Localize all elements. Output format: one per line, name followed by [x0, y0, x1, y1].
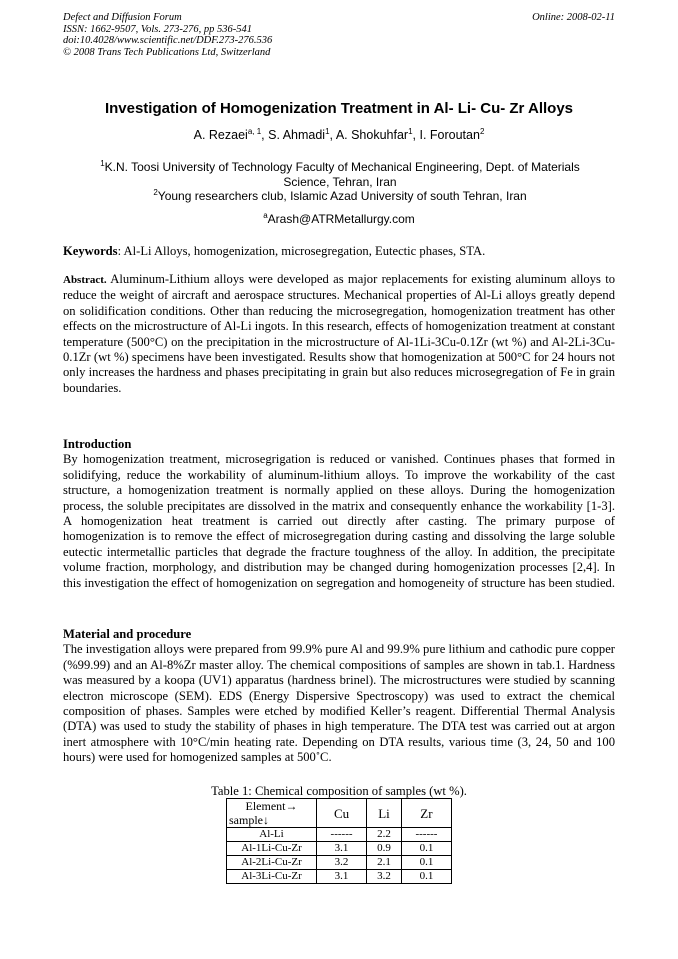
value-cell: ------ — [317, 828, 367, 842]
value-cell: 2.1 — [367, 856, 402, 870]
issn-line: ISSN: 1662-9507, Vols. 273-276, pp 536-541 — [63, 23, 252, 35]
affiliation-text: K.N. Toosi University of Technology Faculty of Mechanical Engineering, Dept. of Materials Science, Tehran, Iran — [104, 160, 580, 189]
journal-name: Defect and Diffusion Forum — [63, 12, 182, 23]
author-sup: 1 — [408, 127, 413, 136]
email-text: Arash@ATRMetallurgy.com — [267, 212, 415, 226]
value-cell: 3.2 — [367, 870, 402, 884]
author-name: A. Rezaei — [193, 128, 248, 142]
copyright-line: © 2008 Trans Tech Publications Ltd, Switzerland — [63, 46, 271, 58]
table-row — [227, 870, 452, 884]
column-header: Li — [367, 799, 402, 828]
table-row — [227, 828, 452, 842]
abstract-label: Abstract. — [63, 274, 107, 286]
keywords-text: : Al-Li Alloys, homogenization, microsegregation, Eutectic phases, STA. — [117, 244, 486, 258]
abstract — [63, 272, 615, 396]
column-header: Cu — [317, 799, 367, 828]
material-section — [63, 627, 615, 766]
keywords — [63, 244, 615, 259]
sample-cell: Al-2Li-Cu-Zr — [227, 856, 317, 870]
value-cell: 3.2 — [317, 856, 367, 870]
author-list: A. Rezaei$^{a, 1}$, S. Ahmadi$^1$, A. Shokuhfar$^1$, I. Foroutan$^2$ — [193, 127, 485, 142]
keywords-label: Keywords — [63, 244, 118, 258]
value-cell: 0.1 — [401, 842, 451, 856]
table-caption: Table 1: Chemical composition of samples (wt %). — [211, 784, 467, 798]
table-header-row — [227, 799, 452, 828]
sample-cell: Al-3Li-Cu-Zr — [227, 870, 317, 884]
author-sup: a, 1 — [247, 127, 262, 136]
table-corner-cell — [227, 799, 317, 828]
column-header: Zr — [401, 799, 451, 828]
email-sup: a — [263, 211, 268, 220]
sample-cell: Al-1Li-Cu-Zr — [227, 842, 317, 856]
online-date: Online: 2008-02-11 — [532, 12, 615, 23]
journal-header — [63, 12, 615, 58]
corner-top: Element→ — [245, 799, 298, 813]
author-sup: 1 — [325, 127, 330, 136]
affiliation-text: Young researchers club, Islamic Azad University of south Tehran, Iran — [157, 189, 527, 203]
affiliation-sup: 1 — [100, 159, 105, 168]
affiliations — [80, 160, 600, 204]
author-name: S. Ahmadi — [268, 128, 326, 142]
value-cell: 0.9 — [367, 842, 402, 856]
author-name: I. Foroutan — [419, 128, 480, 142]
composition-table — [226, 798, 452, 884]
author-sup: 2 — [479, 127, 485, 136]
affiliation-2 — [80, 189, 600, 204]
value-cell: 0.1 — [401, 870, 451, 884]
contact-email — [40, 212, 638, 226]
introduction-text: By homogenization treatment, microsegrigation is reduced or vanished. Continues phases that formed in solidifying, reduce the workability of aluminum-lithium alloys. To improve the workability of the cast structure, a homogenization treatment is normally applied on these alloys. During the homogenization process, the soluble precipitates are dissolved in the matrix and consequently enhance the workability [1-3]. A homogenization heat treatment is carried out directly after casting. The primary purpose of homogenization is to remove the effect of microsegregation during casting and dissolving the large soluble eutectic intermetallic particles that degrade the fracture toughness of the alloy. In addition, the precipitate volume fraction, morphology, and distribution may be changed during homogenization processes [2,4]. In this investigation the effect of homogenization on segregation and homogeneity of structure has been studied. — [63, 452, 615, 590]
author-name: A. Shokuhfar — [335, 128, 409, 142]
introduction-heading: Introduction — [63, 437, 132, 451]
abstract-text: Aluminum-Lithium alloys were developed as major replacements for existing aluminum alloys to reduce the weight of aircraft and aerospace structures. Mechanical properties of Al-Li alloys greatly depend on solidification conditions. Other than reducing the microsegregation, homogenization treatment has other effects on the microstructure of Al-Li ingots. In this research, effects of homogenization treatment at constant temperature (500°C) on the precipitation in the microstructure of Al-1Li-3Cu-0.1Zr (wt %) and Al-2Li-3Cu- 0.1Zr (wt %) specimens have been investigated. Results show that homogenization at 500°C for 24 hours not only increases the hardness and phases precipitating in grain but also reduces microsegregation of Fe in grain boundaries. — [63, 272, 615, 395]
table-row — [227, 842, 452, 856]
table-row — [227, 856, 452, 870]
value-cell: 0.1 — [401, 856, 451, 870]
value-cell: 3.1 — [317, 842, 367, 856]
affiliation-1 — [80, 160, 600, 189]
material-heading: Material and procedure — [63, 627, 192, 641]
corner-bottom: sample↓ — [229, 813, 269, 827]
value-cell: 2.2 — [367, 828, 402, 842]
value-cell: ------ — [401, 828, 451, 842]
affiliation-sup: 2 — [153, 188, 158, 197]
paper-title: Investigation of Homogenization Treatment in Al- Li- Cu- Zr Alloys — [104, 100, 574, 117]
value-cell: 3.1 — [317, 870, 367, 884]
introduction-section — [63, 437, 615, 591]
doi-line: doi:10.4028/www.scientific.net/DDF.273-276.536 — [63, 35, 273, 46]
material-text: The investigation alloys were prepared from 99.9% pure Al and 99.9% pure lithium and cathodic pure copper (%99.99) and an Al-8%Zr master alloy. The chemical compositions of samples are shown in tab.1. Hardness was measured by a koopa (UV1) apparatus (hardness brinel). The microstructures were studied by scanning electron microscope (SEM). EDS (Energy Dispersive Spectroscopy) was used to extract the chemical composition of phases. Samples were etched by modified Keller’s reagent. Differential Thermal Analysis (DTA) was used to study the stability of phases in high temperature. The DTA test was carried out at argon inert atmosphere with 10°C/min heating rate. Depending on DTA results, various time (3, 24, 50 and 100 hours) were used for homogenized samples at 500˚C. — [63, 642, 615, 765]
sample-cell: Al-Li — [227, 828, 317, 842]
